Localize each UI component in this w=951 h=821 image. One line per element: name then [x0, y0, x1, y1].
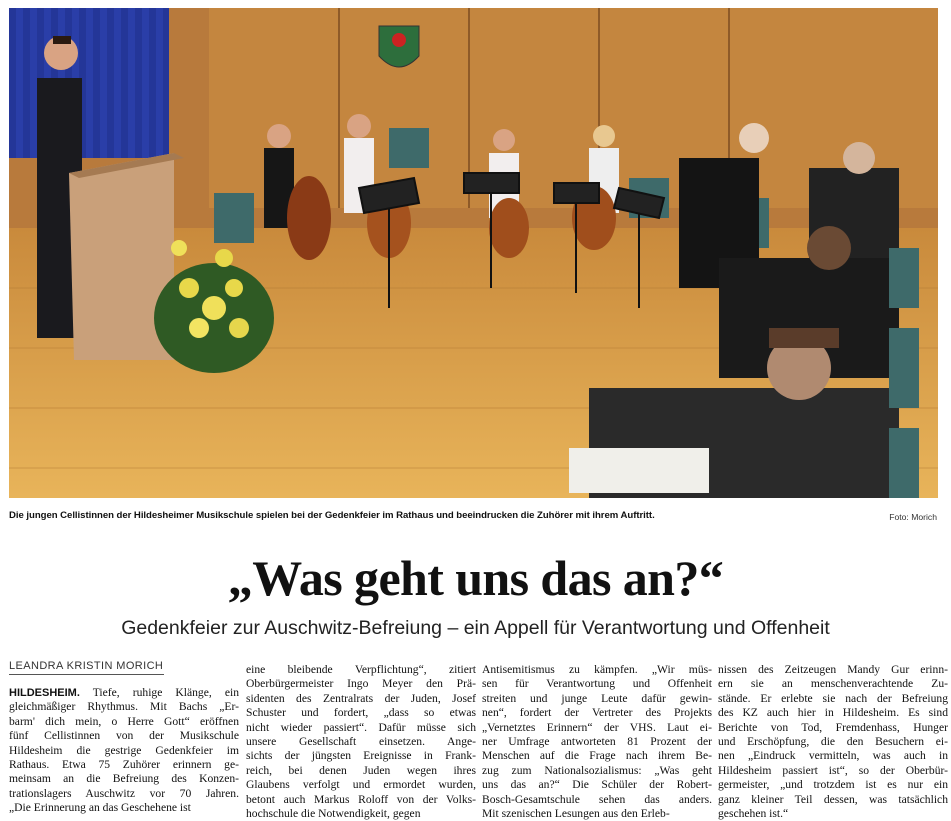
column-line: Bosch-Gesamtschule sehen das anders.: [482, 792, 712, 806]
column-line: trationslagers Auschwitz vor 70 Jahren.: [9, 786, 239, 800]
column-line: ern sie an menschenverachtende Zu-: [718, 677, 948, 691]
article-column-1: [9, 686, 239, 816]
column-line: Antisemitismus zu kämpfen. „Wir müs-: [482, 663, 712, 676]
column-line: sen für Verantwortung und Offenheit: [482, 677, 712, 691]
column-line: ganz kleiner Teil dessen, was tatsächlich: [718, 792, 948, 806]
author-byline: LEANDRA KRISTIN MORICH: [9, 660, 164, 675]
column-line: hochschule die Notwendigkeit, gegen: [246, 807, 421, 821]
column-line: geschehen ist.“: [718, 807, 789, 821]
column-line: HILDESHEIM. Tiefe, ruhige Klänge, ein: [9, 686, 239, 699]
column-line: Berichte von Tod, Fremdenhass, Hunger: [718, 720, 948, 734]
column-line: Mit szenischen Lesungen aus den Erleb-: [482, 807, 670, 821]
column-line: ner Umfrage antworteten 81 Prozent der: [482, 735, 712, 749]
coat-of-arms-icon: [379, 26, 419, 67]
article-column-2: [246, 663, 476, 821]
article-column-3: [482, 663, 712, 821]
dateline: HILDESHEIM.: [9, 687, 80, 699]
column-line: zug zum Nationalsozialismus: „Was geht: [482, 763, 712, 777]
column-line: eine bleibende Verpflichtung“, zitiert: [246, 663, 476, 676]
column-line: Hildesheim die gestrige Gedenkfeier im: [9, 743, 239, 757]
column-line: Rathaus. Etwa 75 Zuhörer erinnern ge-: [9, 758, 239, 772]
column-line: Oberbürgermeister Ingo Meyer den Prä-: [246, 677, 476, 691]
column-line: streiten und junge Leute dafür gewin-: [482, 691, 712, 705]
column-line: Hildesheim passiert ist“, so der Oberbür-: [718, 763, 948, 777]
column-line: nen“, fordert der Vertreter des Projekts: [482, 706, 712, 720]
column-line: meinsam an die Befreiung des Konzen-: [9, 772, 239, 786]
column-line: reich, bei denen Juden wegen ihres: [246, 763, 476, 777]
column-line: sidenten des Zentralrats der Juden, Josef: [246, 691, 476, 705]
column-line: gleichmäßiger Rhythmus. Mit Bachs „Er-: [9, 700, 239, 714]
column-line: uns das an?“ Die Schüler der Robert-: [482, 778, 712, 792]
column-line: germeister, „und trotzdem ist es nur ein: [718, 778, 948, 792]
column-line: „Die Erinnerung an das Geschehene ist: [9, 801, 191, 815]
article-column-4: [718, 663, 948, 821]
photo-credit: Foto: Morich: [889, 512, 937, 522]
column-line: des KZ auch hier in Hildesheim. Es sind: [718, 706, 948, 720]
column-line: barm' dich mein, o Herre Gott“ eröffnen: [9, 714, 239, 728]
column-line: sichts der jüngsten Ereignisse in Frank-: [246, 749, 476, 763]
column-line: und Erschöpfung, die den Besuchern ei-: [718, 735, 948, 749]
column-line: stände. Er erlebte sie nach der Befreiung: [718, 691, 948, 705]
column-line: Menschen auf die Frage nach ihrem Be-: [482, 749, 712, 763]
subheadline: Gedenkfeier zur Auschwitz-Befreiung – ein Appell für Verantwortung und Offenheit: [121, 617, 830, 639]
column-line: nicht wieder passiert“. Dafür müsse sich: [246, 720, 476, 734]
column-line: betont auch Markus Roloff von der Volks-: [246, 792, 476, 806]
headline: „Was geht uns das an?“: [227, 550, 724, 606]
column-line: unsere Gesellschaft einsetzen. Ange-: [246, 735, 476, 749]
column-line: „Vernetztes Erinnern“ der VHS. Laut ei-: [482, 720, 712, 734]
photo-caption: Die jungen Cellistinnen der Hildesheimer Musikschule spielen bei der Gedenkfeier im Rathaus und beeindrucken die Zuhörer mit ihrem Auftritt.: [9, 510, 655, 521]
column-line: Schuster und fordert, „dass so etwas: [246, 706, 476, 720]
column-line: nen „Eindruck vermitteln, was auch in: [718, 749, 948, 763]
column-line: fünf Cellistinnen von der Musikschule: [9, 729, 239, 743]
column-line: Glaubens verfolgt und ermordet wurden,: [246, 778, 476, 792]
article-photo: [9, 8, 938, 498]
photo-image: [9, 8, 938, 498]
column-line: nissen des Zeitzeugen Mandy Gur erinn-: [718, 663, 948, 676]
